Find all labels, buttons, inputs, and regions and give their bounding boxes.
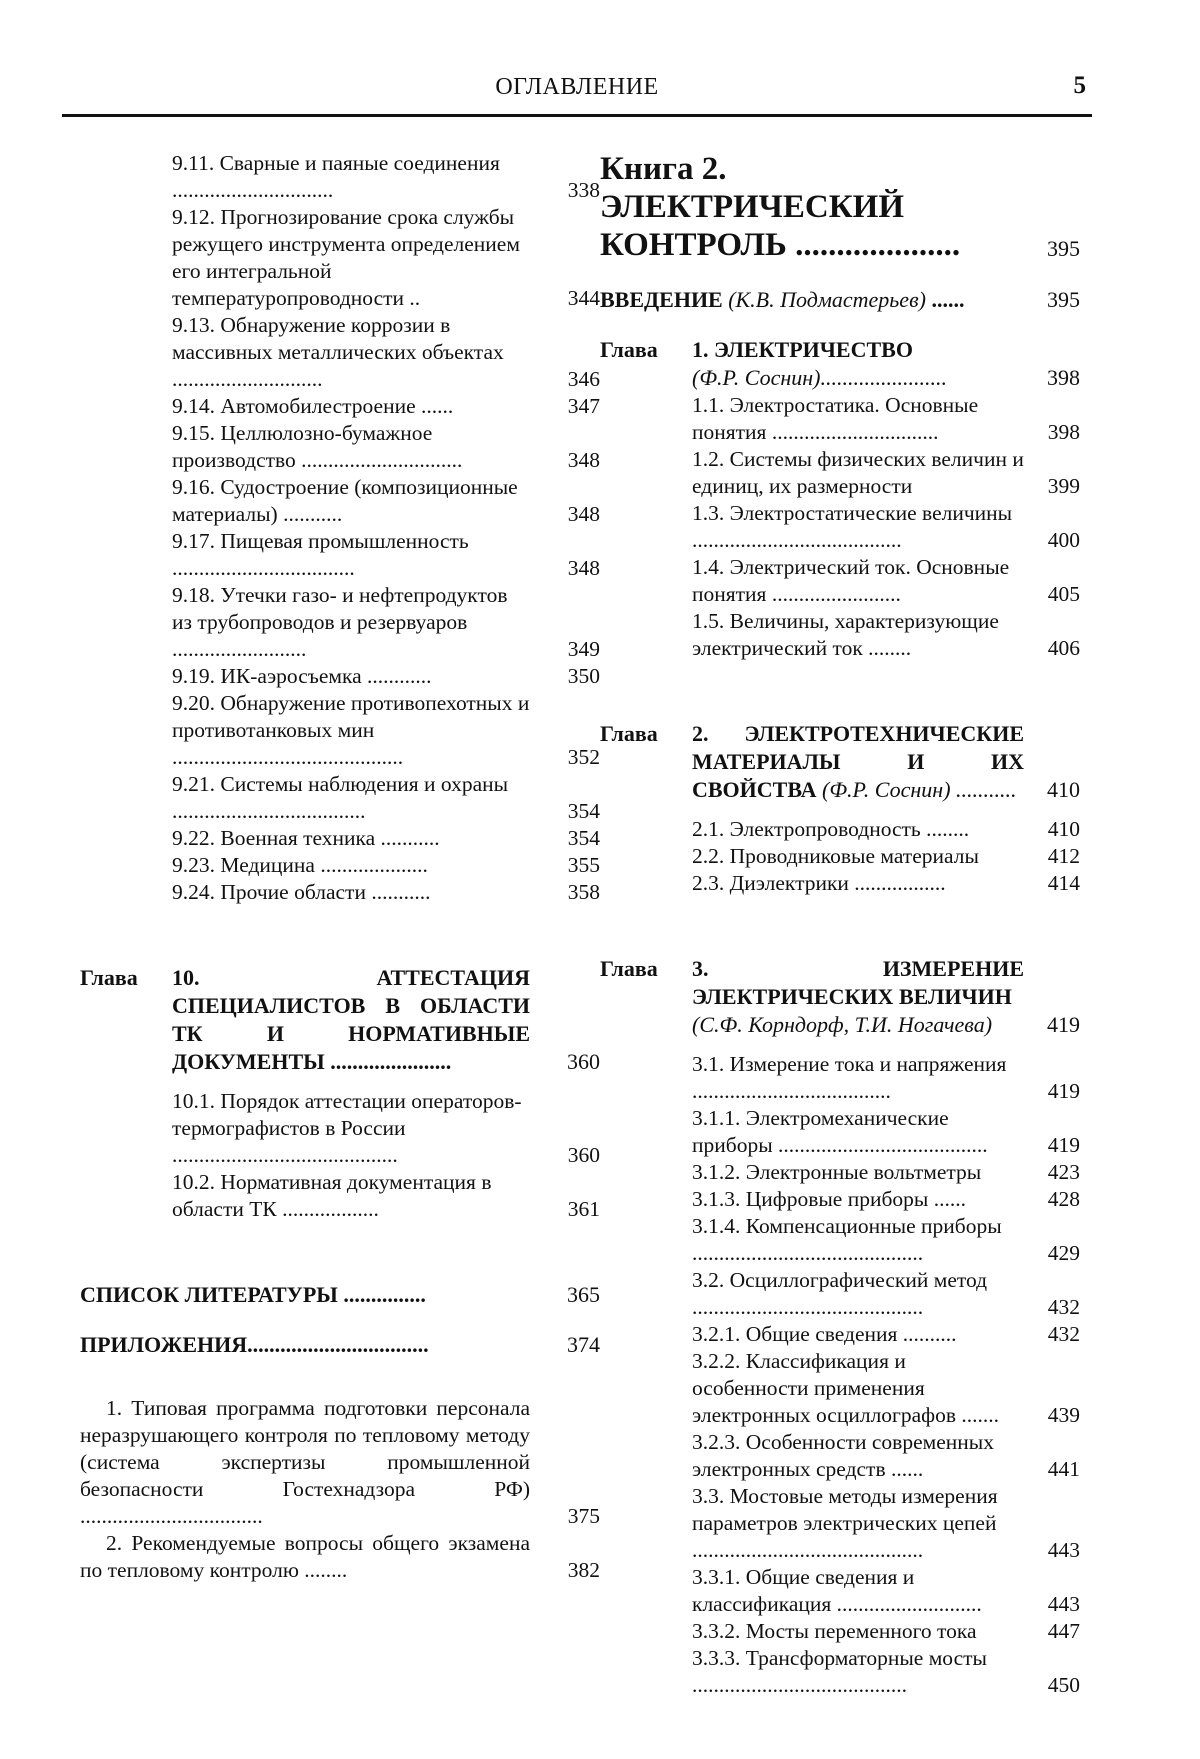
toc-entry[interactable]	[600, 500, 1080, 554]
toc-entry[interactable]	[600, 1267, 1080, 1321]
toc-entry-label: 9.20. Обнаружение противопехотных и противотанковых мин ...........................................	[172, 691, 530, 769]
appendices-entry[interactable]	[80, 1331, 600, 1359]
toc-entry-label: 9.15. Целлюлозно-бумажное производство ..............................	[172, 421, 463, 472]
chapter-1[interactable]	[600, 336, 1080, 392]
toc-entry[interactable]	[600, 446, 1080, 500]
toc-entry-label: 3.1.1. Электромеханические приборы .......................................	[692, 1106, 988, 1157]
toc-entry-label: 1.5. Величины, характеризующие электрический ток ........	[692, 609, 999, 660]
appendix-item-label: 2. Рекомендуемые вопросы общего экзамена по тепловому контролю ........	[80, 1531, 530, 1582]
toc-entry-page: 348	[567, 502, 600, 526]
toc-entry-page: 447	[1047, 1619, 1080, 1643]
toc-entry-label: 9.24. Прочие области ...........	[172, 880, 431, 904]
toc-entry[interactable]	[600, 1186, 1080, 1213]
toc-entry-label: 3.2.2. Классификация и особенности применения электронных осциллографов .......	[692, 1349, 1000, 1427]
chapter-prefix: Глава	[600, 956, 658, 981]
toc-entry-label: 2.3. Диэлектрики .................	[692, 871, 946, 895]
toc-entry[interactable]	[80, 528, 600, 582]
toc-entry[interactable]	[600, 870, 1080, 897]
right-column	[600, 150, 1080, 1699]
toc-entry[interactable]	[600, 816, 1080, 843]
toc-entry-page: 441	[1047, 1457, 1080, 1481]
toc-entry-page: 423	[1047, 1160, 1080, 1184]
toc-entry-page: 432	[1047, 1295, 1080, 1319]
toc-entry-label: 9.22. Военная техника ...........	[172, 826, 440, 850]
toc-entry-label: 3.1.3. Цифровые приборы ......	[692, 1187, 966, 1211]
toc-entry-label: 9.13. Обнаружение коррозии в массивных металлических объектах ............................	[172, 313, 504, 391]
toc-entry-label: 2.2. Проводниковые материалы	[692, 844, 979, 868]
toc-entry-page: 419	[1047, 1133, 1080, 1157]
toc-entry[interactable]	[80, 150, 600, 204]
toc-entry-page: 450	[1047, 1673, 1080, 1697]
toc-entry[interactable]	[80, 771, 600, 825]
chapter-prefix: Глава	[600, 721, 658, 746]
toc-entry-label: 2.1. Электропроводность ........	[692, 817, 970, 841]
toc-entry-page: 344	[567, 286, 600, 310]
toc-entry[interactable]	[80, 825, 600, 852]
toc-entry[interactable]	[600, 1429, 1080, 1483]
toc-entry-label: 1.2. Системы физических величин и единиц, их размерности	[692, 447, 1024, 498]
appendix-item-label: 1. Типовая программа подготовки персонала неразрушающего контроля по тепловому методу (система экспертизы промышленной безопасности Гостехнадзора РФ) ..................................	[80, 1396, 530, 1528]
chapter-title: 3. ИЗМЕРЕНИЕ ЭЛЕКТРИЧЕСКИХ ВЕЛИЧИН	[692, 956, 1024, 1009]
toc-entry[interactable]	[600, 392, 1080, 446]
toc-entry-page: 361	[567, 1197, 600, 1221]
chapter-page: 360	[567, 1049, 600, 1074]
intro-title: ВВЕДЕНИЕ	[600, 287, 723, 312]
appendix-item-page: 382	[567, 1558, 600, 1582]
toc-entry-page: 412	[1047, 844, 1080, 868]
toc-entry-label: 3.3.1. Общие сведения и классификация ...........................	[692, 1565, 982, 1616]
toc-entry[interactable]	[600, 1348, 1080, 1429]
book-page: 395	[1047, 236, 1080, 261]
toc-entry[interactable]	[80, 420, 600, 474]
toc-entry-label: 9.11. Сварные и паяные соединения ..............................	[172, 151, 500, 202]
toc-entry-label: 10.1. Порядок аттестации операторов-термографистов в России ..........................................	[172, 1089, 522, 1167]
toc-entry-label: 3.1.2. Электронные вольтметры	[692, 1160, 982, 1184]
toc-entry-page: 399	[1047, 474, 1080, 498]
toc-entry[interactable]	[600, 1213, 1080, 1267]
appendix-item-page: 375	[567, 1504, 600, 1528]
toc-entry-page: 405	[1047, 582, 1080, 606]
toc-entry[interactable]	[600, 1321, 1080, 1348]
chapter-title: 1. ЭЛЕКТРИЧЕСТВО	[692, 337, 913, 362]
toc-entry[interactable]	[600, 1645, 1080, 1699]
intro-dots: ......	[925, 287, 965, 312]
book-title: Книга 2. ЭЛЕКТРИЧЕСКИЙ КОНТРОЛЬ ....................	[600, 151, 961, 263]
chapter-10[interactable]	[80, 964, 600, 1076]
toc-entry-label: 9.21. Системы наблюдения и охраны ....................................	[172, 772, 509, 823]
toc-entry-label: 1.3. Электростатические величины .......................................	[692, 501, 1013, 552]
toc-entry-label: 9.14. Автомобилестроение ......	[172, 394, 454, 418]
chapter-title: 2. ЭЛЕКТРОТЕХНИЧЕСКИЕ МАТЕРИАЛЫ И ИХ СВОЙСТВА	[692, 721, 1024, 802]
toc-entry-page: 347	[567, 394, 600, 418]
toc-entry-page: 355	[567, 853, 600, 877]
toc-entry-page: 400	[1047, 528, 1080, 552]
toc-entry-page: 349	[567, 637, 600, 661]
toc-entry[interactable]	[600, 554, 1080, 608]
toc-entry-page: 439	[1047, 1403, 1080, 1427]
toc-entry-page: 338	[567, 178, 600, 202]
chapter-author: (Ф.Р. Соснин).......................	[692, 365, 947, 390]
toc-entry-page: 443	[1047, 1538, 1080, 1562]
references-entry[interactable]	[80, 1281, 600, 1309]
toc-entry-label: 3.2.1. Общие сведения ..........	[692, 1322, 957, 1346]
toc-entry[interactable]	[80, 1169, 600, 1223]
toc-entry-page: 406	[1047, 636, 1080, 660]
toc-entry-label: 3.1. Измерение тока и напряжения .....................................	[692, 1052, 1007, 1103]
appendix-item[interactable]	[80, 1395, 600, 1530]
intro-author: (К.В. Подмастерьев)	[728, 287, 926, 312]
toc-entry-label: 9.19. ИК-аэросъемка ............	[172, 664, 432, 688]
toc-entry[interactable]	[80, 1088, 600, 1169]
toc-entry-page: 354	[567, 826, 600, 850]
chapter-prefix: Глава	[600, 337, 658, 362]
page-title: ОГЛАВЛЕНИЕ	[495, 74, 659, 100]
chapter-page: 419	[1047, 1012, 1080, 1037]
book-heading[interactable]	[600, 150, 1080, 264]
toc-entry-label: 9.16. Судостроение (композиционные материалы) ...........	[172, 475, 518, 526]
references-page: 365	[567, 1282, 600, 1307]
toc-entry-page: 443	[1047, 1592, 1080, 1616]
toc-entry-label: 3.2.3. Особенности современных электронных средств ......	[692, 1430, 994, 1481]
toc-entry-label: 3.2. Осциллографический метод ...........................................	[692, 1268, 988, 1319]
toc-entry-page: 414	[1047, 871, 1080, 895]
appendices-label: ПРИЛОЖЕНИЯ.................................	[80, 1332, 429, 1357]
toc-entry-page: 410	[1047, 817, 1080, 841]
toc-entry-page: 350	[567, 664, 600, 688]
toc-entry[interactable]	[80, 852, 600, 879]
chapter-prefix: Глава	[80, 965, 138, 990]
toc-entry-page: 428	[1047, 1187, 1080, 1211]
appendices-page: 374	[567, 1332, 600, 1357]
toc-entry-label: 3.3.2. Мосты переменного тока	[692, 1619, 977, 1643]
chapter-title: 10. АТТЕСТАЦИЯ СПЕЦИАЛИСТОВ В ОБЛАСТИ ТК И НОРМАТИВНЫЕ ДОКУМЕНТЫ ......................	[172, 965, 530, 1074]
appendix-item[interactable]	[80, 1530, 600, 1584]
toc-entry[interactable]	[600, 608, 1080, 662]
toc-entry-page: 429	[1047, 1241, 1080, 1265]
toc-entry-label: 9.18. Утечки газо- и нефтепродуктов из трубопроводов и резервуаров .........................	[172, 583, 508, 661]
toc-entry-page: 354	[567, 799, 600, 823]
references-label: СПИСОК ЛИТЕРАТУРЫ ...............	[80, 1282, 426, 1307]
toc-entry[interactable]	[80, 474, 600, 528]
left-column	[80, 150, 600, 1584]
toc-entry-page: 432	[1047, 1322, 1080, 1346]
toc-entry[interactable]	[80, 582, 600, 663]
chapter-page: 410	[1047, 777, 1080, 802]
toc-entry[interactable]	[600, 1564, 1080, 1618]
toc-entry[interactable]	[600, 1618, 1080, 1645]
toc-entry-page: 358	[567, 880, 600, 904]
intro-page: 395	[1047, 287, 1080, 312]
running-head	[62, 70, 1092, 117]
toc-entry-page: 419	[1047, 1079, 1080, 1103]
toc-entry-label: 3.3.3. Трансформаторные мосты ........................................	[692, 1646, 987, 1697]
toc-entry-page: 398	[1047, 420, 1080, 444]
toc-entry-label: 3.1.4. Компенсационные приборы ...........................................	[692, 1214, 1002, 1265]
intro-entry[interactable]	[600, 286, 1080, 314]
toc-entry-label: 1.4. Электрический ток. Основные понятия ........................	[692, 555, 1010, 606]
toc-entry-label: 9.23. Медицина ....................	[172, 853, 428, 877]
toc-entry-page: 346	[567, 367, 600, 391]
toc-entry[interactable]	[80, 393, 600, 420]
toc-entry-label: 3.3. Мостовые методы измерения параметров электрических цепей ...........................................	[692, 1484, 998, 1562]
toc-entry-page: 348	[567, 556, 600, 580]
toc-entry[interactable]	[80, 690, 600, 771]
page-number: 5	[1073, 72, 1086, 99]
toc-entry[interactable]	[80, 312, 600, 393]
toc-entry-page: 348	[567, 448, 600, 472]
toc-entry[interactable]	[600, 1105, 1080, 1159]
toc-entry[interactable]	[600, 1051, 1080, 1105]
toc-entry-label: 9.17. Пищевая промышленность ..................................	[172, 529, 469, 580]
toc-entry[interactable]	[80, 204, 600, 312]
toc-entry-page: 360	[567, 1143, 600, 1167]
chapter-author: (С.Ф. Корндорф, Т.И. Ногачева)	[692, 1012, 993, 1037]
toc-entry[interactable]	[80, 663, 600, 690]
toc-entry-page: 352	[567, 745, 600, 769]
toc-entry[interactable]	[600, 843, 1080, 870]
chapter-page: 398	[1047, 365, 1080, 390]
chapter-2[interactable]	[600, 720, 1080, 804]
toc-entry[interactable]	[600, 1159, 1080, 1186]
toc-entry-label: 10.2. Нормативная документация в области ТК ..................	[172, 1170, 492, 1221]
chapter-author: (Ф.Р. Соснин) ...........	[822, 777, 1017, 802]
toc-entry-label: 1.1. Электростатика. Основные понятия ...............................	[692, 393, 979, 444]
chapter-3[interactable]	[600, 955, 1080, 1039]
toc-entry-label: 9.12. Прогнозирование срока службы режущего инструмента определением его интегральной температуропроводности ..	[172, 205, 520, 310]
toc-entry[interactable]	[80, 879, 600, 906]
toc-entry[interactable]	[600, 1483, 1080, 1564]
